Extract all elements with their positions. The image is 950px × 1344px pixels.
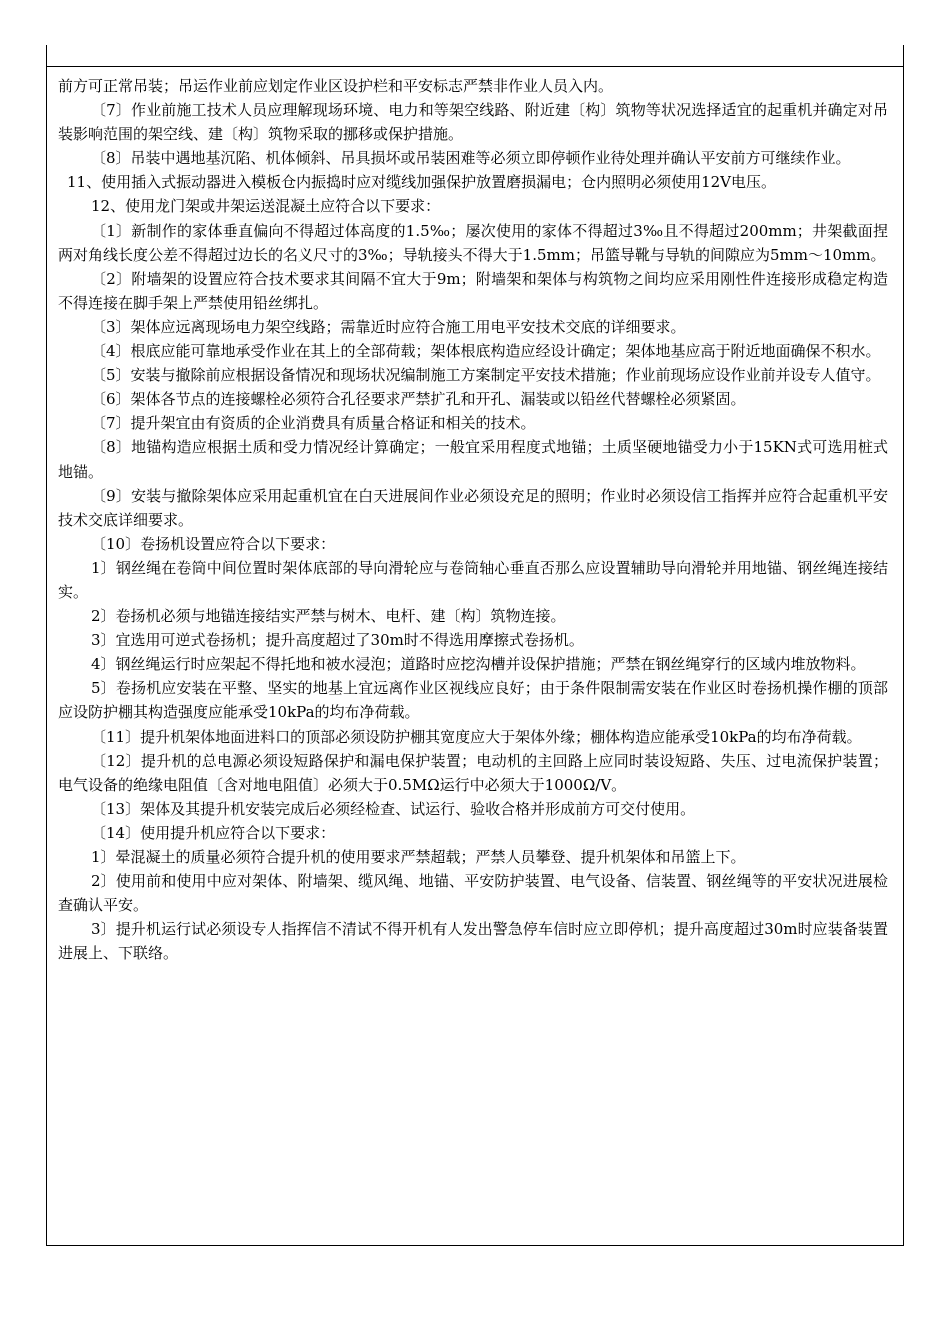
paragraph: 4〕钢丝绳运行时应架起不得托地和被水浸泡；道路时应挖沟槽并设保护措施；严禁在钢丝绳穿行的区域内堆放物料。 [91,655,866,674]
paragraph: 12、使用龙门架或井架运送混凝土应符合以下要求： [91,197,441,216]
paragraph: 〔3〕架体应远离现场电力架空线路；需靠近时应符合施工用电平安技术交底的详细要求。 [91,317,686,336]
paragraph: 前方可正常吊装；吊运作业前应划定作业区设护栏和平安标志严禁非作业人员入内。 [58,77,614,95]
paragraph: 〔10〕卷扬机设置应符合以下要求： [91,534,336,553]
paragraph: 〔6〕架体各节点的连接螺栓必须符合孔径要求严禁扩孔和开孔、漏装或以铅丝代替螺栓必须紧固。 [91,390,746,409]
paragraph: 3〕宜选用可逆式卷扬机；提升高度超过了30m时不得选用摩擦式卷扬机。 [91,631,584,650]
paragraph: 1〕钢丝绳在卷筒中间位置时架体底部的导向滑轮应与卷筒轴心垂直否那么应设置辅助导向滑轮并用地锚、钢丝绳连接结实。 [58,558,888,601]
paragraph: 〔4〕根底应能可靠地承受作业在其上的全部荷载；架体根底构造应经设计确定；架体地基应高于附近地面确保不积水。 [91,342,881,361]
paragraph: 3〕提升机运行试必须设专人指挥信不清试不得开机有人发出警急停车信时应立即停机；提升高度超过30m时应装备装置进展上、下联络。 [58,920,888,963]
paragraph: 2〕使用前和使用中应对架体、附墙架、缆风绳、地锚、平安防护装置、电气设备、信装置、钢丝绳等的平安状况进展检查确认平安。 [58,872,888,915]
paragraph: 11、使用插入式振动器进入模板仓内振捣时应对缆线加强保护放置磨损漏电；仓内照明必须使用12V电压。 [67,173,777,192]
paragraph: 〔13〕架体及其提升机安装完成后必须经检查、试运行、验收合格并形成前方可交付使用。 [91,799,696,818]
paragraph: 〔5〕安装与撤除前应根据设备情况和现场状况编制施工方案制定平安技术措施；作业前现场应设作业前并设专人值守。 [91,366,881,385]
paragraph: 2〕卷扬机必须与地锚连接结实严禁与树木、电杆、建〔构〕筑物连接。 [91,607,566,626]
paragraph: 〔8〕吊装中遇地基沉陷、机体倾斜、吊具损坏或吊装困难等必须立即停顿作业待处理并确认平安前方可继续作业。 [91,149,851,168]
paragraph: 〔2〕附墙架的设置应符合技术要求其间隔不宜大于9m；附墙架和架体与构筑物之间均应采用刚性件连接形成稳定构造不得连接在脚手架上严禁使用铅丝绑扎。 [58,269,888,312]
paragraph: 〔8〕地锚构造应根据土质和受力情况经计算确定；一般宜采用程度式地锚；土质坚硬地锚受力小于15KN式可选用桩式地锚。 [58,438,888,481]
paragraph: 〔14〕使用提升机应符合以下要求： [91,823,336,842]
paragraph: 1〕晕混凝土的质量必须符合提升机的使用要求严禁超载；严禁人员攀登、提升机架体和吊篮上下。 [91,848,746,866]
paragraph: 〔7〕提升架宜由有资质的企业消费具有质量合格证和相关的技术。 [91,414,536,433]
document-body [58,74,888,965]
paragraph: 〔1〕新制作的家体垂直偏向不得超过体高度的1.5‰；屡次使用的家体不得超过3‰且不得超过200mm；井架截面捏两对角线长度公差不得超过边长的名义尺寸的3‰；导轨接头不得大于1.5mm；吊篮导靴与导轨的间隙应为5mm～10mm。 [58,221,888,264]
paragraph: 〔12〕提升机的总电源必须设短路保护和漏电保护装置；电动机的主回路上应同时装设短路、失压、过电流保护装置；电气设备的绝缘电阻值〔含对地电阻值〕必须大于0.5MΩ运行中必须大于1000Ω/V。 [58,751,888,794]
paragraph: 〔9〕安装与撤除架体应采用起重机宜在白天进展间作业必须设充足的照明；作业时必须设信工指挥并应符合起重机平安技术交底详细要求。 [58,486,888,529]
paragraph: 〔11〕提升机架体地面进料口的顶部必须设防护棚其宽度应大于架体外缘；棚体构造应能承受10kPa的均布净荷载。 [91,727,862,746]
paragraph: 〔7〕作业前施工技术人员应理解现场环境、电力和等架空线路、附近建〔构〕筑物等状况选择适宜的起重机并确定对吊装影响范围的架空线、建〔构〕筑物采取的挪移或保护措施。 [58,101,888,144]
paragraph: 5〕卷扬机应安装在平整、坚实的地基上宜远离作业区视线应良好；由于条件限制需安装在作业区时卷扬机操作棚的顶部应设防护棚其构造强度应能承受10kPa的均布净荷载。 [58,679,888,722]
